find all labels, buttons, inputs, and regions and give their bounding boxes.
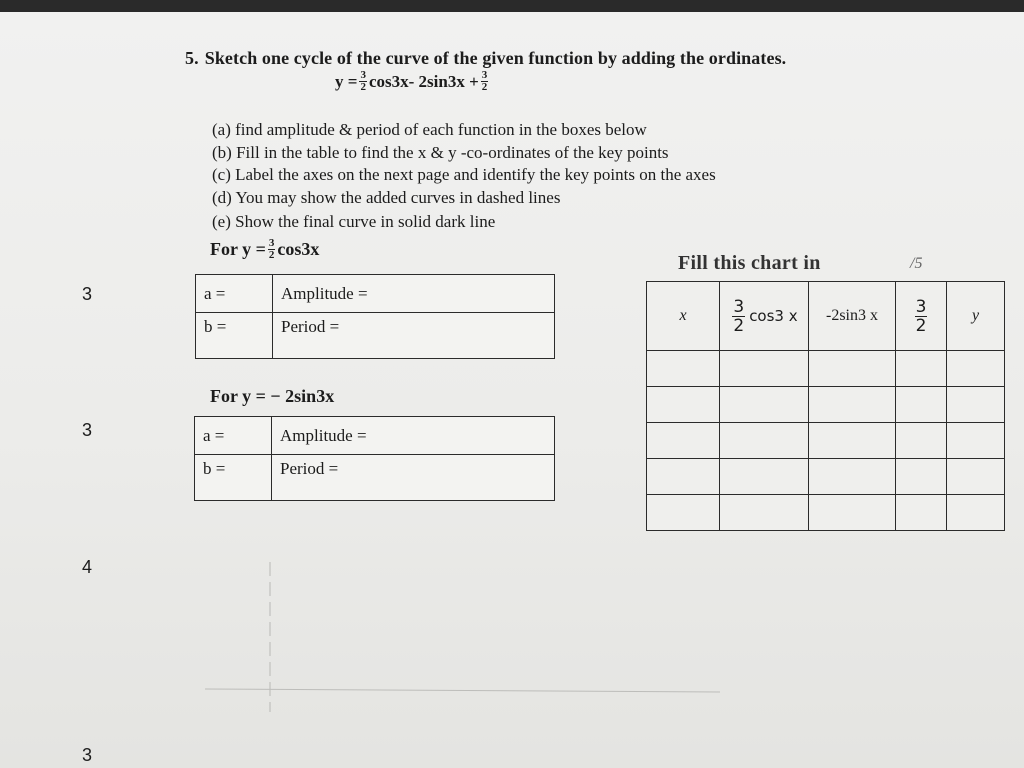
margin-mark: 3 — [82, 745, 93, 765]
a-label: a = — [196, 275, 273, 313]
instruction-a: (a) find amplitude & period of each function in the boxes below — [212, 120, 647, 139]
instruction-d: (d) You may show the added curves in dashed lines — [212, 188, 561, 207]
worksheet-page — [0, 12, 1024, 768]
section1-label: For y = $\frac{3}{2}$ cos3x — [210, 237, 320, 261]
section2-label: For y = − 2sin3x — [210, 386, 335, 406]
amplitude-field[interactable]: Amplitude = — [273, 275, 555, 313]
b-label: b = — [196, 313, 273, 359]
section1-table — [195, 274, 555, 359]
table-row — [647, 423, 1005, 459]
header-y: y — [947, 282, 1005, 351]
fraction: $\frac{3}{2}$ — [360, 69, 366, 93]
margin-mark: 4 — [82, 557, 93, 577]
header-x: x — [647, 282, 720, 351]
instruction-c: (c) Label the axes on the next page and identify the key points on the axes — [212, 165, 716, 184]
instruction-e: (e) Show the final curve in solid dark line — [212, 212, 496, 231]
axes-faint — [200, 552, 730, 722]
a-label: a = — [195, 417, 272, 455]
function-formula: y = $\frac{3}{2}$ cos3x - 2sin3x + $\frac{3}{2}$ — [335, 69, 488, 93]
header-cos: $\frac{3}{2}$ cos3 x — [720, 282, 809, 351]
instruction-b: (b) Fill in the table to find the x & y -co-ordinates of the key points — [212, 143, 669, 162]
table-header-row — [647, 282, 1005, 351]
table-row — [647, 387, 1005, 423]
question-title: 5. Sketch one cycle of the curve of the given function by adding the ordinates. — [185, 48, 787, 68]
fraction: $\frac{3}{2}$ — [481, 69, 488, 93]
amplitude-field[interactable]: Amplitude = — [272, 417, 555, 455]
margin-mark: 3 — [82, 420, 93, 440]
table-row — [647, 351, 1005, 387]
b-label: b = — [195, 455, 272, 501]
chart-title: Fill this chart in — [678, 252, 821, 274]
margin-mark: 3 — [82, 284, 93, 304]
header-const: $\frac{3}{2}$ — [896, 282, 947, 351]
table-row — [647, 495, 1005, 531]
table-row — [647, 459, 1005, 495]
section2-table — [194, 416, 555, 501]
period-field[interactable]: Period = — [272, 455, 555, 501]
header-sin: -2sin3 x — [809, 282, 896, 351]
key-points-table — [646, 281, 1005, 531]
marks-label: /5 — [910, 255, 923, 272]
period-field[interactable]: Period = — [273, 313, 555, 359]
